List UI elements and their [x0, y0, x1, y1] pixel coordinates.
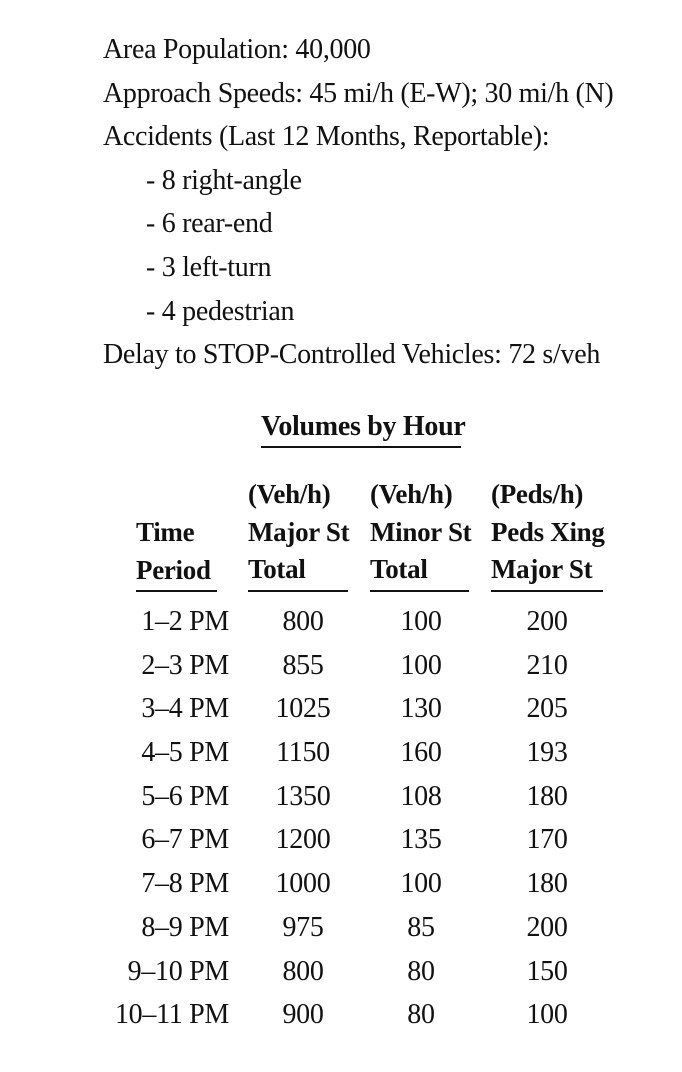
cell-peds-xing: 205: [526, 693, 568, 725]
cell-major-total: 800: [282, 955, 324, 987]
header-minor-st: (Veh/h) Minor St Total: [370, 479, 472, 584]
cell-time-period: 1–2 PM: [141, 606, 229, 637]
cell-peds-xing: 180: [526, 868, 568, 900]
cell-minor-total: 100: [400, 606, 442, 637]
cell-peds-xing: 193: [526, 737, 568, 769]
cell-time-period: 3–4 PM: [141, 693, 229, 725]
stop-delay: Delay to STOP-Controlled Vehicles: 72 s/veh: [103, 339, 601, 371]
cell-minor-total: 160: [400, 737, 442, 769]
cell-time-period: 10–11 PM: [114, 999, 229, 1031]
cell-time-period: 7–8 PM: [141, 868, 229, 900]
cell-major-total: 975: [282, 911, 324, 943]
header-rule-major: [248, 590, 348, 592]
accident-rear-end: - 6 rear-end: [146, 208, 273, 240]
table-row: [0, 862, 682, 906]
area-population: Area Population: 40,000: [103, 34, 371, 65]
accidents-heading: Accidents (Last 12 Months, Reportable):: [103, 121, 550, 153]
accident-pedestrian: - 4 pedestrian: [146, 295, 295, 327]
site-info: [103, 28, 613, 377]
cell-minor-total: 108: [400, 780, 442, 812]
accident-left-turn: - 3 left-turn: [146, 251, 272, 283]
cell-minor-total: 100: [400, 649, 442, 681]
cell-time-period: 9–10 PM: [127, 955, 229, 987]
approach-speeds: Approach Speeds: 45 mi/h (E-W); 30 mi/h (N): [103, 77, 614, 109]
header-rule-minor: [370, 590, 469, 592]
header-rule-peds: [491, 590, 603, 592]
cell-minor-total: 130: [400, 693, 442, 725]
cell-peds-xing: 200: [526, 606, 568, 637]
cell-major-total: 800: [282, 606, 324, 637]
table-row: [0, 950, 682, 994]
header-major-st: (Veh/h) Major St Total: [248, 479, 350, 584]
table-row: [0, 600, 682, 644]
cell-major-total: 1200: [275, 824, 331, 856]
cell-peds-xing: 150: [526, 955, 568, 987]
cell-minor-total: 100: [400, 868, 442, 900]
cell-peds-xing: 180: [526, 780, 568, 812]
cell-peds-xing: 210: [526, 649, 568, 681]
cell-major-total: 1025: [275, 693, 331, 725]
cell-time-period: 5–6 PM: [141, 780, 229, 812]
accident-right-angle: - 8 right-angle: [146, 164, 302, 196]
cell-major-total: 900: [282, 999, 324, 1031]
table-row: [0, 818, 682, 862]
cell-peds-xing: 100: [526, 999, 568, 1031]
table-title: Volumes by Hour: [261, 411, 466, 442]
cell-time-period: 2–3 PM: [141, 649, 229, 681]
header-peds-xing: (Peds/h) Peds Xing Major St: [491, 479, 605, 584]
table-row: [0, 731, 682, 775]
cell-minor-total: 85: [407, 911, 435, 943]
cell-minor-total: 135: [400, 824, 442, 856]
cell-major-total: 855: [282, 649, 324, 681]
table-row: [0, 775, 682, 819]
table-row: [0, 644, 682, 688]
header-rule-time: [136, 590, 217, 592]
cell-major-total: 1150: [276, 737, 330, 769]
cell-time-period: 8–9 PM: [141, 911, 229, 943]
table-row: [0, 906, 682, 950]
cell-minor-total: 80: [407, 999, 435, 1031]
header-time-period: Time Period: [136, 517, 211, 585]
cell-major-total: 1350: [275, 780, 331, 812]
cell-peds-xing: 170: [526, 824, 568, 856]
table-row: [0, 993, 682, 1037]
cell-peds-xing: 200: [526, 911, 568, 943]
table-row: [0, 687, 682, 731]
title-underline: [261, 446, 461, 448]
cell-minor-total: 80: [407, 955, 435, 987]
cell-time-period: 6–7 PM: [141, 824, 229, 856]
cell-major-total: 1000: [275, 868, 331, 900]
volume-table-body: [0, 600, 682, 1037]
cell-time-period: 4–5 PM: [141, 737, 229, 769]
